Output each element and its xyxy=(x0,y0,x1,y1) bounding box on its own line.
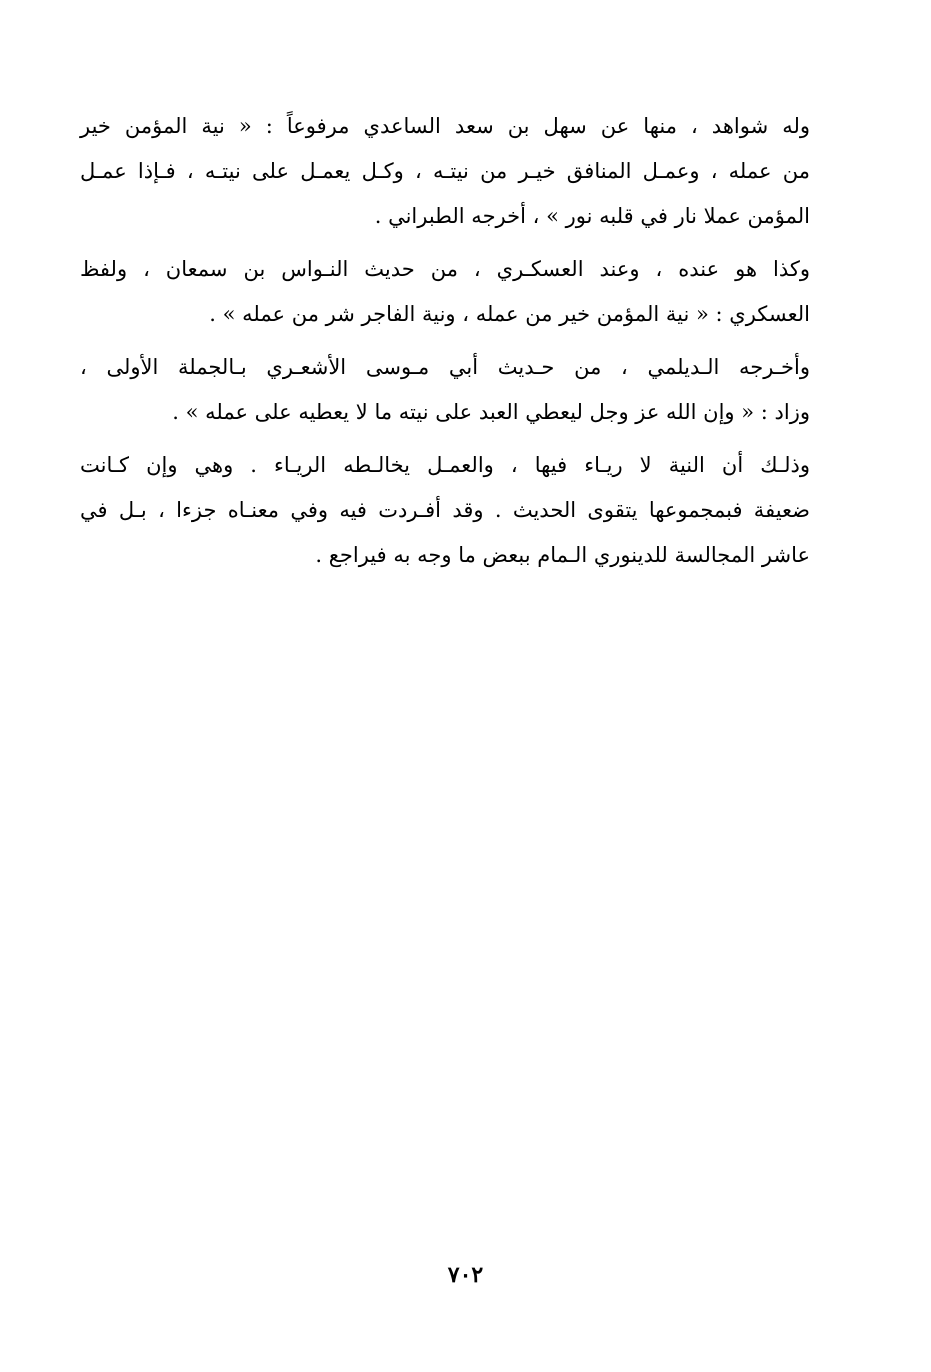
paragraph-2 xyxy=(80,247,810,337)
text-line: المؤمن عملا نار في قلبه نور » ، أخرجه الطبراني . xyxy=(374,204,810,228)
text-line: وأخـرجه الـديلمي ، من حـديث أبي مـوسى الأشعـري بـالجملة الأولى ، xyxy=(80,355,810,379)
text-line: وذلـك أن النية لا ريـاء فيها ، والعمـل يخالـطه الريـاء . وهي وإن كـانت xyxy=(80,453,810,477)
paragraph-3 xyxy=(80,345,810,435)
text-line: وزاد : « وإن الله عز وجل ليعطي العبد على نيته ما لا يعطيه على عمله » . xyxy=(172,400,810,424)
paragraph-1 xyxy=(80,104,810,239)
text-line: من عمله ، وعمـل المنافق خيـر من نيتـه ، وكـل يعمـل على نيتـه ، فـإذا عمـل xyxy=(80,159,810,183)
text-line: وله شواهد ، منها عن سهل بن سعد الساعدي مرفوعاً : « نية المؤمن خير xyxy=(80,114,810,138)
text-line: وكذا هو عنده ، وعند العسكـري ، من حديث النـواس بن سمعان ، ولفظ xyxy=(80,257,810,281)
paragraph-4 xyxy=(80,443,810,578)
text-line: العسكري : « نية المؤمن خير من عمله ، ونية الفاجر شر من عمله » . xyxy=(209,302,810,326)
text-line: ضعيفة فبمجموعها يتقوى الحديث . وقد أفـردت فيه وفي معنـاه جزءا ، بـل في xyxy=(80,498,810,522)
page-number: ٧٠٢ xyxy=(447,1262,484,1288)
body-text xyxy=(80,104,810,586)
text-line: عاشر المجالسة للدينوري الـمام ببعض ما وجه به فيراجع . xyxy=(315,543,810,567)
